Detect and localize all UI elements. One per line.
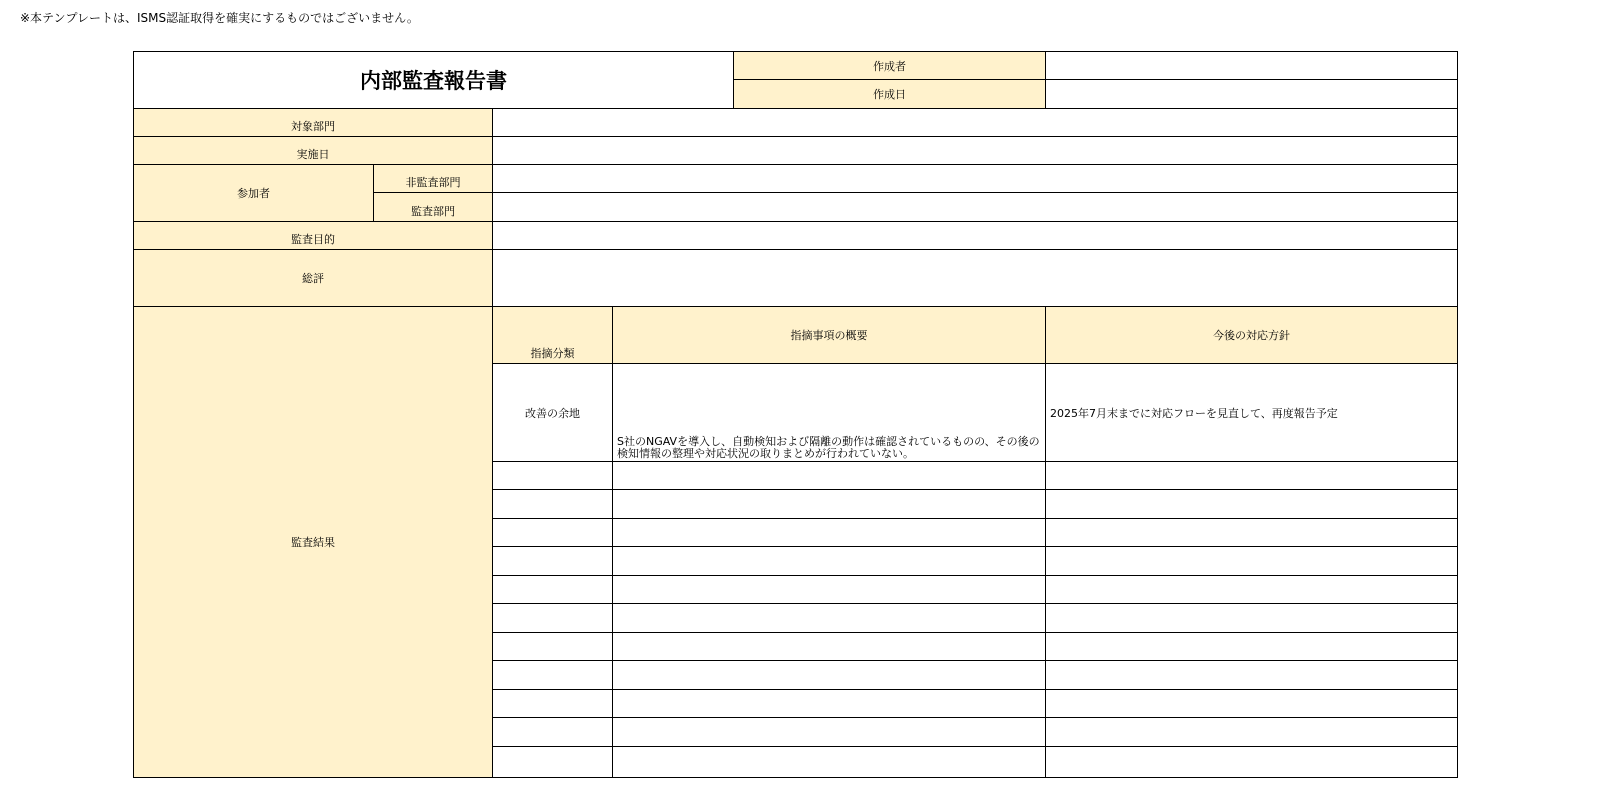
finding-category[interactable] <box>493 747 613 777</box>
finding-policy[interactable] <box>1046 661 1457 690</box>
finding-summary[interactable] <box>613 690 1046 718</box>
finding-summary[interactable] <box>613 519 1046 547</box>
finding-summary[interactable] <box>613 661 1046 690</box>
finding-policy[interactable] <box>1046 490 1457 519</box>
date-label: 作成日 <box>734 80 1046 109</box>
date-field[interactable] <box>1046 80 1457 109</box>
finding-policy[interactable] <box>1046 547 1457 576</box>
finding-policy[interactable]: 2025年7月末までに対応フローを見直して、再度報告予定 <box>1046 364 1457 462</box>
finding-summary[interactable] <box>613 747 1046 777</box>
finding-category[interactable] <box>493 547 613 576</box>
author-label: 作成者 <box>734 52 1046 80</box>
finding-summary[interactable] <box>613 547 1046 576</box>
target-dept-field[interactable] <box>493 109 1457 137</box>
finding-category[interactable] <box>493 490 613 519</box>
overall-label: 総評 <box>134 250 493 307</box>
finding-category[interactable] <box>493 519 613 547</box>
finding-policy[interactable] <box>1046 718 1457 747</box>
target-dept-label: 対象部門 <box>134 109 493 137</box>
finding-policy[interactable] <box>1046 633 1457 661</box>
participants-label: 参加者 <box>134 165 374 222</box>
auditor-dept-field[interactable] <box>493 193 1457 222</box>
exec-date-label: 実施日 <box>134 137 493 165</box>
finding-category[interactable] <box>493 661 613 690</box>
report-title: 内部監査報告書 <box>134 52 734 109</box>
audit-report-sheet <box>133 51 1458 778</box>
audit-purpose-label: 監査目的 <box>134 222 493 250</box>
finding-summary[interactable] <box>613 604 1046 633</box>
finding-policy[interactable] <box>1046 519 1457 547</box>
finding-category[interactable] <box>493 462 613 490</box>
auditee-dept-label: 非監査部門 <box>374 165 493 193</box>
finding-summary[interactable] <box>613 633 1046 661</box>
finding-policy[interactable] <box>1046 576 1457 604</box>
exec-date-field[interactable] <box>493 137 1457 165</box>
finding-policy[interactable] <box>1046 604 1457 633</box>
audit-results-label: 監査結果 <box>134 307 493 777</box>
overall-field[interactable] <box>493 250 1457 307</box>
finding-category[interactable] <box>493 633 613 661</box>
finding-summary[interactable] <box>613 462 1046 490</box>
auditor-dept-label: 監査部門 <box>374 193 493 222</box>
finding-category[interactable] <box>493 690 613 718</box>
finding-category[interactable] <box>493 718 613 747</box>
category-header: 指摘分類 <box>493 307 613 364</box>
audit-purpose-field[interactable] <box>493 222 1457 250</box>
auditee-dept-field[interactable] <box>493 165 1457 193</box>
finding-summary[interactable] <box>613 490 1046 519</box>
finding-summary[interactable] <box>613 576 1046 604</box>
finding-policy[interactable] <box>1046 462 1457 490</box>
finding-category[interactable]: 改善の余地 <box>493 364 613 462</box>
finding-category[interactable] <box>493 576 613 604</box>
finding-summary[interactable] <box>613 718 1046 747</box>
finding-summary[interactable]: S社のNGAVを導入し、自動検知および隔離の動作は確認されているものの、その後の検知情報の整理や対応状況の取りまとめが行われていない。 <box>613 364 1046 462</box>
author-field[interactable] <box>1046 52 1457 80</box>
template-disclaimer-note: ※本テンプレートは、ISMS認証取得を確実にするものではございません。 <box>20 11 419 25</box>
policy-header: 今後の対応方針 <box>1046 307 1457 364</box>
finding-category[interactable] <box>493 604 613 633</box>
finding-policy[interactable] <box>1046 690 1457 718</box>
summary-header: 指摘事項の概要 <box>613 307 1046 364</box>
finding-policy[interactable] <box>1046 747 1457 777</box>
